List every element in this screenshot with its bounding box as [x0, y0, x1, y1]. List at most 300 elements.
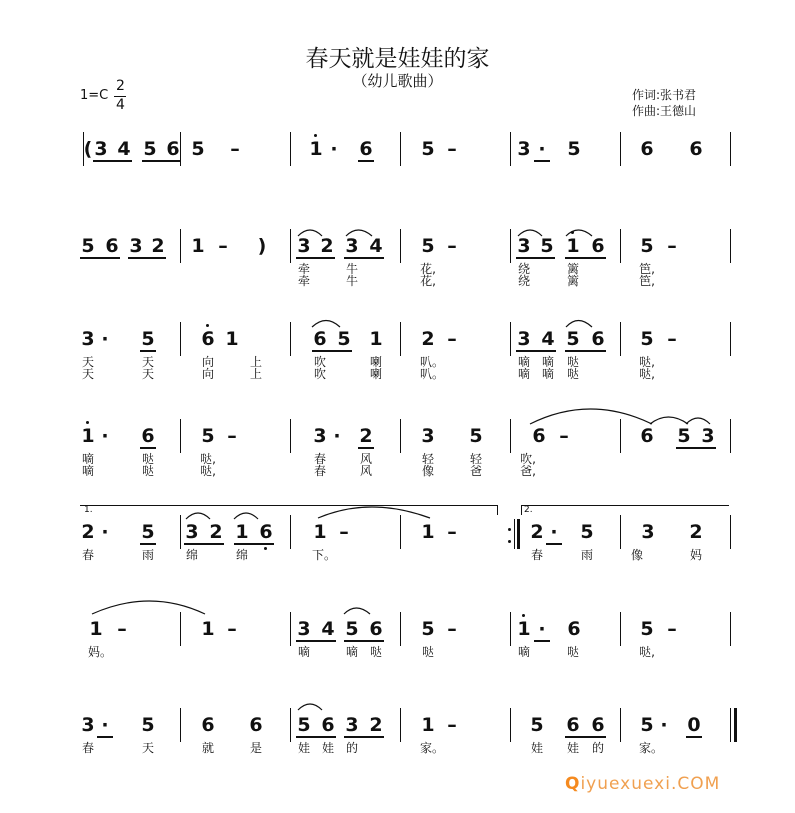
note: 3: [81, 714, 95, 736]
lyric-verse-2: 花,: [420, 274, 436, 288]
lyric-verse-2: 哒: [141, 464, 154, 478]
lyric-verse-1: 天: [141, 741, 154, 755]
lyric-verse-1: 下。: [312, 548, 337, 562]
barline: [730, 612, 731, 646]
watermark-text: iyuexuexi.COM: [580, 774, 721, 794]
low-octave-dot: [264, 547, 267, 550]
barline: [180, 612, 181, 646]
slur: [312, 321, 340, 328]
time-signature-top: 2: [116, 78, 125, 94]
note: 1: [313, 521, 327, 543]
lyric-verse-1: 嘀: [345, 645, 358, 659]
note: 5: [141, 328, 155, 350]
barline: [400, 419, 401, 453]
lyric-verse-1: 家。: [420, 741, 445, 755]
slur: [650, 417, 688, 424]
lyric-verse-1: 叭。: [420, 355, 445, 369]
note: –: [218, 235, 228, 257]
note-underline: [516, 350, 556, 352]
final-thin-bar: [730, 708, 731, 742]
barline: [620, 229, 621, 263]
lyric-verse-1: 娃: [530, 741, 543, 755]
note: 5: [567, 138, 581, 160]
note: 6: [369, 618, 383, 640]
high-octave-dot: [314, 134, 317, 137]
note: 6: [249, 714, 263, 736]
note: 5: [191, 138, 205, 160]
note: (: [83, 138, 93, 160]
barline: [620, 322, 621, 356]
lyric-verse-1: 春: [313, 452, 326, 466]
lyric-verse-2: 笆,: [639, 274, 655, 288]
note-underline: [234, 543, 274, 545]
note: –: [227, 425, 237, 447]
note-underline: [546, 543, 562, 545]
lyric-verse-1: 像: [630, 548, 643, 562]
repeat-dot-bottom: [508, 540, 511, 543]
note: –: [339, 521, 349, 543]
lyric-verse-2: 春: [313, 464, 326, 478]
note-underline: [296, 257, 335, 259]
note: 5: [469, 425, 483, 447]
note: ·: [538, 138, 546, 160]
note: 1: [369, 328, 383, 350]
song-subtitle: （幼儿歌曲）: [352, 72, 443, 90]
note: 1: [201, 618, 215, 640]
lyric-verse-2: 哒,: [639, 367, 655, 381]
barline: [400, 612, 401, 646]
lyric-verse-1: 绵: [235, 548, 248, 562]
note: –: [667, 235, 677, 257]
lyric-verse-2: 吹: [313, 367, 326, 381]
note: 1: [235, 521, 249, 543]
volta-label-2: 2.: [524, 505, 533, 515]
key-signature: 1=C: [80, 88, 109, 103]
lyric-verse-1: 风: [359, 452, 372, 466]
barline: [180, 229, 181, 263]
lyric-verse-1: 雨: [141, 548, 154, 562]
note: 2: [320, 235, 334, 257]
note-underline: [296, 736, 336, 738]
lyric-verse-1: 娃: [321, 741, 334, 755]
note: –: [447, 235, 457, 257]
slur: [186, 513, 210, 519]
note-underline: [140, 350, 156, 352]
barline: [180, 708, 181, 742]
song-title: 春天就是娃娃的家: [305, 46, 490, 72]
lyric-verse-1: 的: [591, 741, 604, 755]
note-underline: [358, 160, 374, 162]
barline: [510, 132, 511, 166]
note: 6: [105, 235, 119, 257]
note: –: [447, 328, 457, 350]
lyric-verse-2: 嘀: [81, 464, 94, 478]
note: 6: [566, 714, 580, 736]
note: 4: [369, 235, 383, 257]
barline: [290, 708, 291, 742]
note: 3: [701, 425, 715, 447]
barline: [510, 229, 511, 263]
barline: [620, 708, 621, 742]
note: 5: [566, 328, 580, 350]
slur: [318, 507, 430, 518]
lyric-verse-1: 向: [201, 355, 214, 369]
note: 2: [421, 328, 435, 350]
note: ·: [330, 138, 338, 160]
lyric-verse-1: 绵: [185, 548, 198, 562]
lyric-verse-2: 叭。: [420, 367, 445, 381]
lyric-verse-1: 牛: [345, 262, 358, 276]
lyric-verse-2: 哒,: [200, 464, 216, 478]
lyric-verse-2: 天: [81, 367, 94, 381]
note: 3: [421, 425, 435, 447]
slur: [530, 409, 652, 424]
barline: [730, 229, 731, 263]
note: 3: [185, 521, 199, 543]
note: 6: [591, 714, 605, 736]
lyric-verse-1: 轻: [469, 452, 482, 466]
note: 1: [89, 618, 103, 640]
lyric-verse-1: 吹: [313, 355, 326, 369]
slur: [92, 601, 205, 614]
barline: [620, 419, 621, 453]
note-underline: [128, 257, 166, 259]
barline: [180, 322, 181, 356]
note: ·: [101, 714, 109, 736]
repeat-thin-bar: [514, 519, 515, 549]
slur: [566, 321, 592, 328]
note: 5: [530, 714, 544, 736]
lyric-verse-1: 的: [345, 741, 358, 755]
note: 6: [166, 138, 180, 160]
lyric-verse-2: 爸: [469, 464, 482, 478]
barline: [730, 419, 731, 453]
barline: [290, 612, 291, 646]
barline: [510, 419, 511, 453]
lyric-verse-1: 就: [201, 741, 214, 755]
note: 1: [517, 618, 531, 640]
high-octave-dot: [571, 231, 574, 234]
note: –: [667, 618, 677, 640]
note-underline: [344, 736, 384, 738]
lyric-verse-1: 娃: [566, 741, 579, 755]
note: –: [559, 425, 569, 447]
lyric-verse-2: 篱: [566, 274, 579, 288]
note: 4: [541, 328, 555, 350]
note: –: [230, 138, 240, 160]
note: 3: [297, 618, 311, 640]
lyric-verse-2: 风: [359, 464, 372, 478]
note: ): [257, 235, 267, 257]
lyric-verse-2: 向: [201, 367, 214, 381]
lyric-verse-1: 哒: [566, 355, 579, 369]
note: 1: [309, 138, 323, 160]
barline: [620, 132, 621, 166]
barline: [290, 515, 291, 549]
lyric-verse-1: 春: [81, 741, 94, 755]
note-underline: [140, 447, 156, 449]
high-octave-dot: [86, 421, 89, 424]
barline: [290, 322, 291, 356]
lyric-verse-1: 绕: [517, 262, 530, 276]
lyric-verse-1: 哒: [141, 452, 154, 466]
note: 2: [689, 521, 703, 543]
lyric-verse-2: 嘀: [541, 367, 554, 381]
lyric-verse-2: 绕: [517, 274, 530, 288]
repeat-dot-top: [508, 528, 511, 531]
note: 6: [313, 328, 327, 350]
lyric-verse-1: 哒: [421, 645, 434, 659]
note: 1: [566, 235, 580, 257]
note-underline: [534, 160, 550, 162]
note: 3: [517, 328, 531, 350]
note: ·: [101, 328, 109, 350]
note: 2: [209, 521, 223, 543]
note: 5: [580, 521, 594, 543]
note-underline: [565, 350, 606, 352]
note-underline: [676, 447, 716, 449]
lyric-verse-1: 哒: [566, 645, 579, 659]
final-thick-bar: [734, 708, 737, 742]
note-underline: [312, 350, 352, 352]
note: –: [447, 618, 457, 640]
lyric-verse-1: 天: [141, 355, 154, 369]
slur: [234, 513, 258, 519]
barline: [510, 612, 511, 646]
lyric-verse-1: 嘀: [541, 355, 554, 369]
note: –: [447, 138, 457, 160]
barline: [400, 515, 401, 549]
note: 5: [640, 235, 654, 257]
note: 1: [81, 425, 95, 447]
note: 3: [517, 138, 531, 160]
lyric-verse-1: 嘀: [297, 645, 310, 659]
volta-label-1: 1.: [84, 505, 93, 515]
lyric-verse-1: 哒,: [639, 645, 655, 659]
note-underline: [516, 257, 555, 259]
lyric-verse-1: 笆,: [639, 262, 655, 276]
barline: [620, 515, 621, 549]
note-underline: [296, 640, 336, 642]
lyric-verse-1: 妈。: [88, 645, 113, 659]
note: 5: [640, 714, 654, 736]
note: 6: [321, 714, 335, 736]
barline: [510, 708, 511, 742]
lyric-verse-1: 花,: [420, 262, 436, 276]
lyric-verse-1: 哒,: [200, 452, 216, 466]
note: 3: [94, 138, 108, 160]
composer-credit: 作曲:王德山: [632, 104, 697, 118]
note: ·: [101, 425, 109, 447]
lyric-verse-1: 喇: [369, 355, 382, 369]
note-underline: [80, 257, 120, 259]
note: 6: [567, 618, 581, 640]
note: 1: [421, 714, 435, 736]
note: 1: [225, 328, 239, 350]
note: 2: [359, 425, 373, 447]
lyric-verse-2: 喇: [369, 367, 382, 381]
note-underline: [97, 736, 113, 738]
high-octave-dot: [522, 614, 525, 617]
lyric-verse-2: 天: [141, 367, 154, 381]
barline: [730, 322, 731, 356]
lyric-verse-1: 哒,: [639, 355, 655, 369]
note: 5: [421, 618, 435, 640]
volta-bracket-2-start: [521, 505, 522, 515]
barline: [510, 322, 511, 356]
note: 3: [345, 714, 359, 736]
volta-bracket-1-end: [497, 505, 498, 515]
barline: [180, 419, 181, 453]
note: 0: [687, 714, 701, 736]
slur: [344, 608, 370, 614]
note-underline: [565, 257, 606, 259]
watermark-logo-icon: Q: [565, 774, 581, 794]
note-underline: [344, 257, 384, 259]
time-signature-bottom: 4: [116, 97, 125, 113]
note: 5: [141, 521, 155, 543]
lyric-verse-1: 春: [81, 548, 94, 562]
note: 3: [517, 235, 531, 257]
note: 6: [359, 138, 373, 160]
note: 2: [530, 521, 544, 543]
note: 6: [689, 138, 703, 160]
note: 6: [591, 328, 605, 350]
note: 5: [677, 425, 691, 447]
lyric-verse-1: 上: [249, 355, 262, 369]
lyric-verse-1: 是: [249, 741, 262, 755]
note: 2: [81, 521, 95, 543]
note: 1: [191, 235, 205, 257]
lyric-verse-2: 嘀: [517, 367, 530, 381]
note: –: [117, 618, 127, 640]
note: 5: [81, 235, 95, 257]
note: 3: [129, 235, 143, 257]
note: 5: [337, 328, 351, 350]
note: 3: [313, 425, 327, 447]
lyric-verse-1: 嘀: [517, 355, 530, 369]
barline: [730, 132, 731, 166]
note: 5: [540, 235, 554, 257]
lyric-verse-2: 牛: [345, 274, 358, 288]
note: –: [227, 618, 237, 640]
lyric-verse-1: 春: [530, 548, 543, 562]
lyric-verse-2: 牵: [297, 274, 310, 288]
lyric-verse-1: 娃: [297, 741, 310, 755]
lyric-verse-1: 哒: [369, 645, 382, 659]
barline: [290, 419, 291, 453]
lyric-verse-1: 天: [81, 355, 94, 369]
volta-bracket-1: [80, 505, 498, 506]
note: 3: [641, 521, 655, 543]
note: 3: [345, 235, 359, 257]
lyric-verse-1: 雨: [580, 548, 593, 562]
note-underline: [344, 640, 384, 642]
watermark: [565, 774, 720, 794]
note: 6: [591, 235, 605, 257]
note: 6: [141, 425, 155, 447]
note: –: [667, 328, 677, 350]
note: 3: [81, 328, 95, 350]
repeat-thick-bar: [517, 519, 520, 549]
note: 6: [201, 328, 215, 350]
note-underline: [140, 543, 156, 545]
note: 5: [345, 618, 359, 640]
note-underline: [93, 160, 132, 162]
note: 5: [297, 714, 311, 736]
lyric-verse-1: 嘀: [517, 645, 530, 659]
high-octave-dot: [206, 324, 209, 327]
note: 5: [201, 425, 215, 447]
lyric-verse-1: 轻: [421, 452, 434, 466]
barline: [290, 132, 291, 166]
note-underline: [142, 160, 181, 162]
note: 5: [640, 618, 654, 640]
note: 1: [421, 521, 435, 543]
slur: [298, 704, 322, 710]
note: 5: [421, 235, 435, 257]
volta-bracket-2: [521, 505, 729, 506]
barline: [620, 612, 621, 646]
note-underline: [358, 447, 374, 449]
barline: [730, 515, 731, 549]
note: 6: [532, 425, 546, 447]
note-underline: [686, 736, 702, 738]
note: 4: [321, 618, 335, 640]
note-underline: [565, 736, 606, 738]
note-underline: [534, 640, 550, 642]
note: ·: [660, 714, 668, 736]
note-underline: [184, 543, 224, 545]
lyric-verse-1: 牵: [297, 262, 310, 276]
lyric-verse-2: 爸,: [520, 464, 536, 478]
barline: [400, 132, 401, 166]
note: –: [447, 714, 457, 736]
barline: [290, 229, 291, 263]
note: 6: [201, 714, 215, 736]
barline: [400, 229, 401, 263]
note: ·: [538, 618, 546, 640]
note: 5: [141, 714, 155, 736]
lyric-verse-1: 家。: [639, 741, 664, 755]
lyric-verse-2: 像: [421, 464, 434, 478]
note: 2: [369, 714, 383, 736]
lyric-verse-1: 嘀: [81, 452, 94, 466]
note: 6: [640, 138, 654, 160]
note: ·: [550, 521, 558, 543]
barline: [180, 515, 181, 549]
note: 5: [421, 138, 435, 160]
lyric-verse-1: 篱: [566, 262, 579, 276]
barline: [400, 708, 401, 742]
barline: [400, 322, 401, 356]
lyric-verse-2: 上: [249, 367, 262, 381]
note: 4: [117, 138, 131, 160]
lyricist-credit: 作词:张书君: [632, 88, 697, 102]
note: 3: [297, 235, 311, 257]
note: –: [447, 521, 457, 543]
note: 5: [143, 138, 157, 160]
note: 6: [640, 425, 654, 447]
note: ·: [333, 425, 341, 447]
lyric-verse-1: 吹,: [520, 452, 536, 466]
lyric-verse-1: 妈: [689, 548, 702, 562]
note: ·: [101, 521, 109, 543]
note: 5: [640, 328, 654, 350]
note: 2: [151, 235, 165, 257]
lyric-verse-2: 哒: [566, 367, 579, 381]
note: 6: [259, 521, 273, 543]
